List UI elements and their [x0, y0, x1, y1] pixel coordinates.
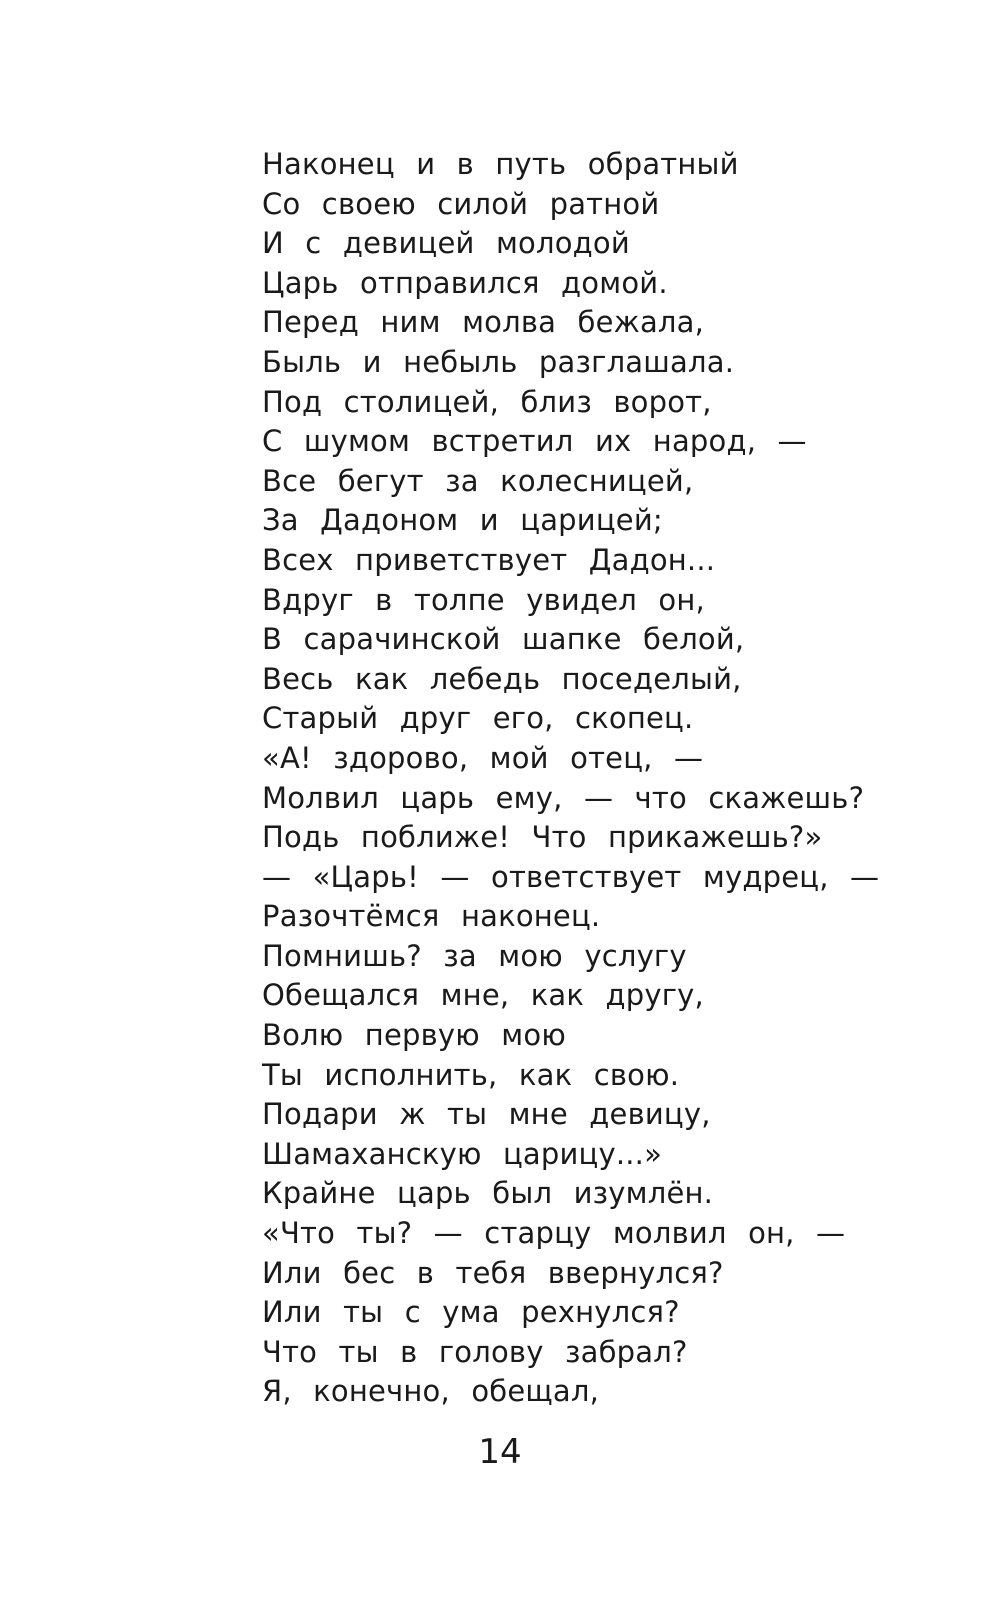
poem-line: Или ты с ума рехнулся? [262, 1295, 680, 1330]
poem-line: Вдруг в толпе увидел он, [262, 582, 705, 617]
poem-line: Быль и небыль разглашала. [262, 344, 735, 379]
poem-line: Помнишь? за мою услугу [262, 938, 687, 973]
poem-line: Разочтёмся наконец. [262, 899, 601, 934]
poem-line: Что ты в голову забрал? [262, 1334, 688, 1369]
poem-line: — «Царь! — ответствует мудрец, — [262, 859, 880, 894]
poem-line: Шамаханскую царицу...» [262, 1136, 663, 1171]
poem-line: За Дадоном и царицей; [262, 503, 663, 538]
page-number: 14 [478, 1432, 522, 1472]
poem-line: Я, конечно, обещал, [262, 1374, 600, 1409]
poem-line: И с девицей молодой [262, 226, 630, 261]
poem-line: Молвил царь ему, — что скажешь? [262, 780, 865, 815]
poem-line: Перед ним молва бежала, [262, 305, 705, 340]
poem-line: Или бес в тебя ввернулся? [262, 1255, 724, 1290]
poem-line: Все бегут за колесницей, [262, 463, 694, 498]
poem-line: С шумом встретил их народ, — [262, 424, 807, 459]
poem-line: Ты исполнить, как свою. [262, 1057, 680, 1092]
poem-line: Весь как лебедь поседелый, [262, 661, 742, 696]
poem-line: Наконец и в путь обратный [262, 147, 739, 181]
poem-line: Царь отправился домой. [262, 265, 668, 300]
poem-line: «А! здорово, мой отец, — [262, 740, 704, 775]
poem-line: Со своею силой ратной [262, 186, 660, 221]
poem-text [262, 145, 879, 1412]
poem-line: Подь поближе! Что прикажешь?» [262, 820, 823, 855]
poem-line: Волю первую мою [262, 1018, 566, 1053]
poem-line: Подари ж ты мне девицу, [262, 1097, 711, 1132]
poem-line: Старый друг его, скопец. [262, 701, 694, 736]
poem-line: Всех приветствует Дадон... [262, 542, 716, 577]
poem-line: Под столицей, близ ворот, [262, 384, 712, 419]
poem-line: «Что ты? — старцу молвил он, — [262, 1216, 846, 1251]
poem-line: Крайне царь был изумлён. [262, 1176, 714, 1211]
poem-line: В сарачинской шапке белой, [262, 622, 745, 657]
poem-line: Обещался мне, как другу, [262, 978, 704, 1013]
